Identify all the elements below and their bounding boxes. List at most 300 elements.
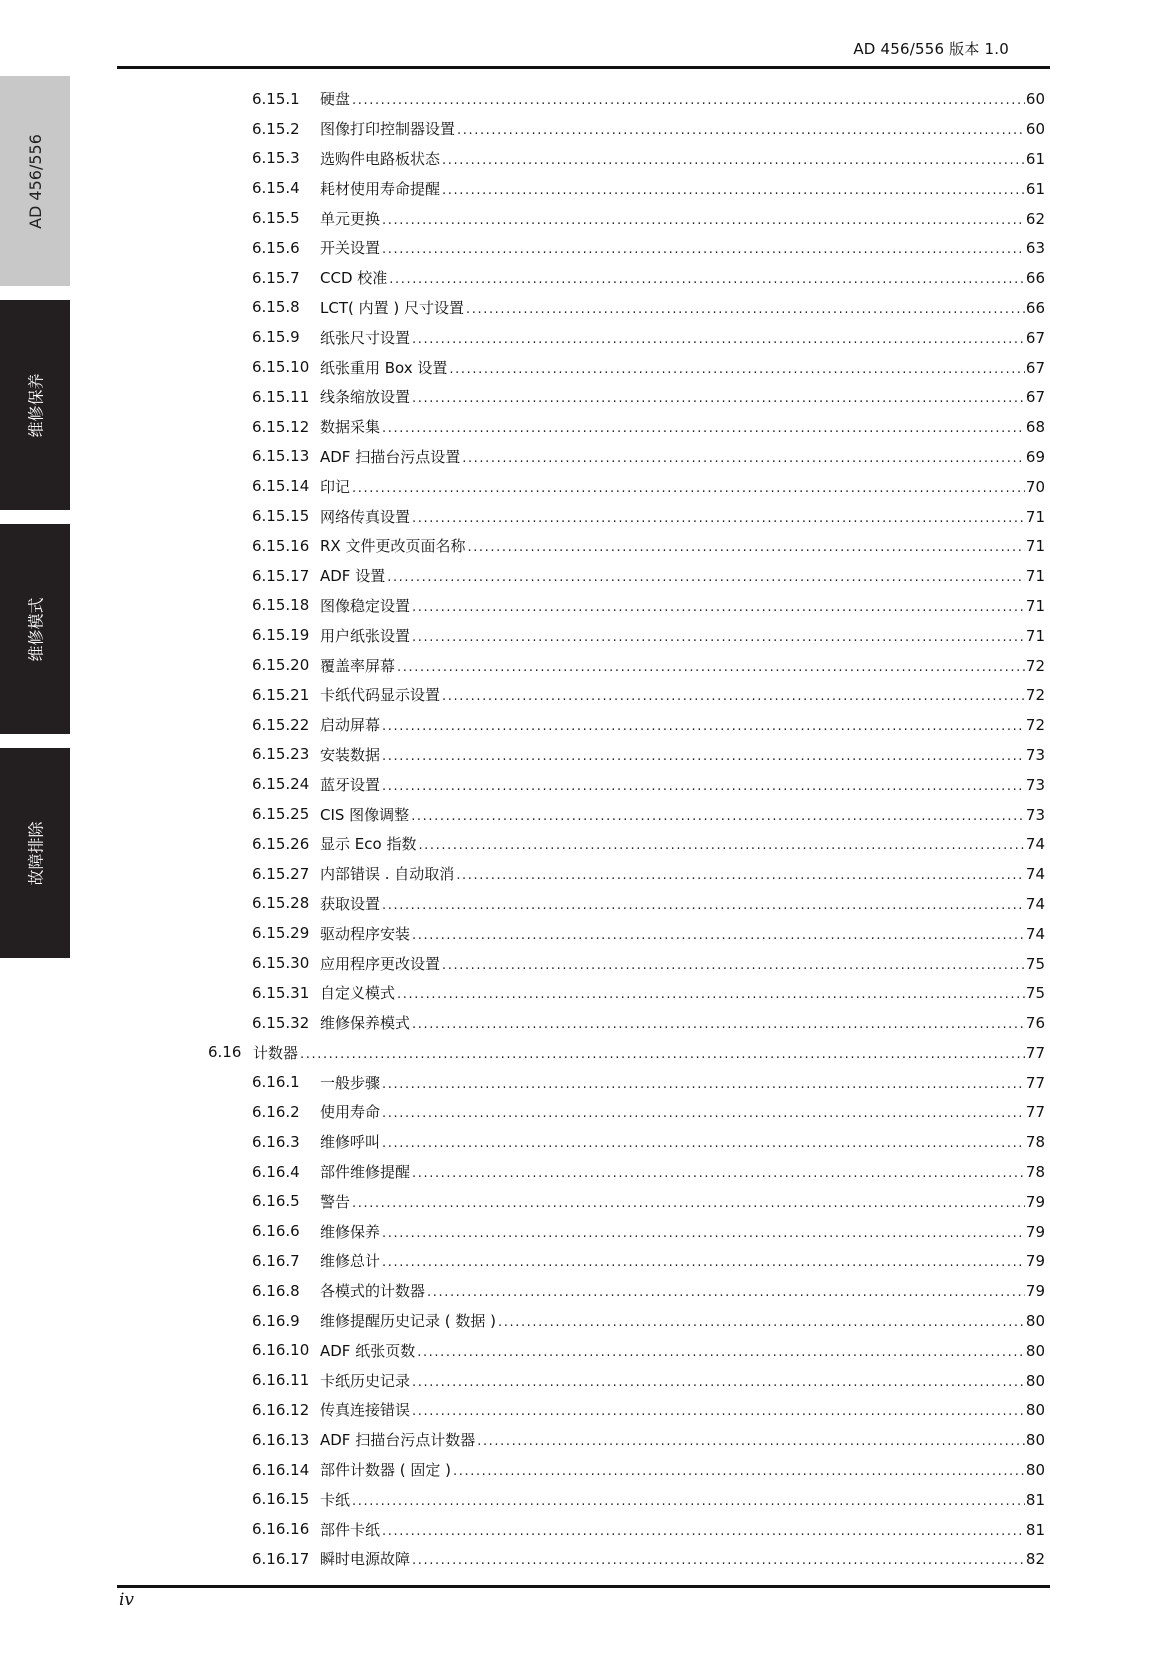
toc-entry-body xyxy=(320,416,1045,437)
toc-entry-title: 开关设置 xyxy=(320,239,381,258)
toc-entry[interactable] xyxy=(0,829,1167,859)
table-of-contents xyxy=(0,84,1167,1574)
toc-dot-leader xyxy=(352,93,1025,108)
toc-entry-title: ADF 设置 xyxy=(320,567,386,586)
toc-entry-page: 61 xyxy=(1025,149,1045,168)
toc-entry-body xyxy=(320,178,1045,199)
toc-entry-title: 一般步骤 xyxy=(320,1073,381,1092)
toc-entry-title: ADF 扫描台污点计数器 xyxy=(320,1431,476,1450)
toc-entry-body xyxy=(320,833,1045,854)
toc-entry-number: 6.15.3 xyxy=(252,149,300,168)
toc-entry[interactable] xyxy=(0,889,1167,919)
toc-entry-body xyxy=(320,1340,1045,1361)
toc-entry[interactable] xyxy=(0,531,1167,561)
toc-entry-page: 74 xyxy=(1025,924,1045,943)
toc-dot-leader xyxy=(382,898,1025,913)
toc-entry[interactable] xyxy=(0,620,1167,650)
toc-dot-leader xyxy=(352,481,1025,496)
toc-entry-number: 6.15.25 xyxy=(252,805,310,824)
side-tab-label: 维修保养 xyxy=(26,372,46,438)
toc-entry-body xyxy=(320,744,1045,765)
toc-entry-title: 应用程序更改设置 xyxy=(320,954,441,973)
side-tab-label: 维修模式 xyxy=(26,596,46,662)
toc-entry-page: 81 xyxy=(1025,1490,1045,1509)
toc-entry-page: 67 xyxy=(1025,388,1045,407)
toc-dot-leader xyxy=(382,719,1025,734)
toc-entry[interactable] xyxy=(0,382,1167,412)
toc-entry-page: 67 xyxy=(1025,328,1045,347)
toc-entry-title: 显示 Eco 指数 xyxy=(320,835,417,854)
toc-entry-title: 图像打印控制器设置 xyxy=(320,120,456,139)
toc-entry-body xyxy=(320,1399,1045,1420)
toc-entry-title: CCD 校准 xyxy=(320,269,388,288)
toc-dot-leader xyxy=(442,183,1025,198)
toc-entry-page: 72 xyxy=(1025,656,1045,675)
toc-entry-number: 6.15.16 xyxy=(252,536,310,555)
toc-entry-body xyxy=(320,565,1045,586)
toc-entry-body xyxy=(320,148,1045,169)
toc-entry[interactable] xyxy=(0,561,1167,591)
toc-entry-number: 6.15.22 xyxy=(252,715,310,734)
toc-entry[interactable] xyxy=(0,203,1167,233)
toc-entry[interactable] xyxy=(0,1038,1167,1068)
toc-dot-leader xyxy=(382,213,1025,228)
toc-dot-leader xyxy=(462,451,1025,466)
toc-entry-title: 驱动程序安装 xyxy=(320,924,411,943)
toc-entry-body xyxy=(320,893,1045,914)
toc-entry-title: 蓝牙设置 xyxy=(320,775,381,794)
toc-entry-body xyxy=(320,118,1045,139)
toc-entry-body xyxy=(320,1370,1045,1391)
toc-entry-number: 6.15.27 xyxy=(252,864,310,883)
toc-entry[interactable] xyxy=(0,1455,1167,1485)
toc-entry[interactable] xyxy=(0,1544,1167,1574)
toc-entry-body xyxy=(320,1548,1045,1569)
toc-entry-body xyxy=(320,1191,1045,1212)
toc-entry-number: 6.16.6 xyxy=(252,1222,300,1241)
toc-entry-body xyxy=(320,327,1045,348)
toc-dot-leader xyxy=(498,1315,1025,1330)
toc-dot-leader xyxy=(442,689,1025,704)
toc-entry-page: 80 xyxy=(1025,1341,1045,1360)
toc-entry-body xyxy=(320,1131,1045,1152)
toc-dot-leader xyxy=(352,1494,1025,1509)
toc-entry-body xyxy=(320,506,1045,527)
toc-entry-page: 62 xyxy=(1025,209,1045,228)
toc-entry-page: 71 xyxy=(1025,596,1045,615)
toc-entry-page: 74 xyxy=(1025,835,1045,854)
toc-entry[interactable] xyxy=(0,978,1167,1008)
toc-entry-page: 77 xyxy=(1025,1103,1045,1122)
toc-dot-leader xyxy=(412,928,1025,943)
toc-entry-number: 6.16.13 xyxy=(252,1430,310,1449)
toc-entry-number: 6.15.24 xyxy=(252,775,310,794)
toc-entry[interactable] xyxy=(0,680,1167,710)
toc-entry-number: 6.15.32 xyxy=(252,1013,310,1032)
toc-entry-page: 73 xyxy=(1025,775,1045,794)
toc-dot-leader xyxy=(477,1434,1025,1449)
toc-entry-body xyxy=(320,684,1045,705)
toc-entry-number: 6.16.2 xyxy=(252,1102,300,1121)
toc-entry-number: 6.16.1 xyxy=(252,1073,300,1092)
toc-entry-title: CIS 图像调整 xyxy=(320,805,410,824)
toc-entry-page: 63 xyxy=(1025,239,1045,258)
toc-entry-number: 6.15.9 xyxy=(252,328,300,347)
page-number: iv xyxy=(119,1590,135,1610)
toc-entry[interactable] xyxy=(0,1425,1167,1455)
toc-entry-number: 6.15.18 xyxy=(252,596,310,615)
toc-entry-number: 6.16.15 xyxy=(252,1490,310,1509)
toc-entry-body xyxy=(320,1101,1045,1122)
toc-entry-page: 72 xyxy=(1025,716,1045,735)
toc-entry-page: 77 xyxy=(1025,1043,1045,1062)
toc-entry-number: 6.15.6 xyxy=(252,238,300,257)
toc-dot-leader xyxy=(382,749,1025,764)
toc-entry[interactable] xyxy=(0,173,1167,203)
toc-entry-body xyxy=(320,88,1045,109)
toc-entry-page: 66 xyxy=(1025,269,1045,288)
toc-dot-leader xyxy=(382,779,1025,794)
toc-entry-title: 维修保养 xyxy=(320,1222,381,1241)
toc-dot-leader xyxy=(412,1017,1025,1032)
toc-entry[interactable] xyxy=(0,1127,1167,1157)
toc-entry[interactable] xyxy=(0,412,1167,442)
toc-entry-title: 使用寿命 xyxy=(320,1103,381,1122)
toc-entry-body xyxy=(320,386,1045,407)
toc-entry-title: 部件计数器 ( 固定 ) xyxy=(320,1461,452,1480)
toc-entry[interactable] xyxy=(0,859,1167,889)
toc-entry-body xyxy=(320,208,1045,229)
toc-entry-page: 81 xyxy=(1025,1520,1045,1539)
toc-entry-number: 6.16.14 xyxy=(252,1460,310,1479)
toc-entry-body xyxy=(320,1250,1045,1271)
toc-entry-page: 66 xyxy=(1025,298,1045,317)
toc-dot-leader xyxy=(412,1404,1025,1419)
toc-entry-body xyxy=(320,595,1045,616)
toc-dot-leader xyxy=(382,1077,1025,1092)
toc-entry-title: 覆盖率屏幕 xyxy=(320,656,396,675)
toc-entry[interactable] xyxy=(0,114,1167,144)
toc-entry-page: 77 xyxy=(1025,1073,1045,1092)
header-rule xyxy=(117,66,1050,69)
toc-entry-page: 68 xyxy=(1025,418,1045,437)
toc-dot-leader xyxy=(382,242,1025,257)
toc-entry-body xyxy=(320,714,1045,735)
toc-dot-leader xyxy=(382,1524,1025,1539)
toc-entry-title: 瞬时电源故障 xyxy=(320,1550,411,1569)
toc-entry-title: 警告 xyxy=(320,1192,351,1211)
toc-entry-body xyxy=(320,953,1045,974)
toc-dot-leader xyxy=(418,838,1024,853)
toc-entry-body xyxy=(320,923,1045,944)
toc-entry[interactable] xyxy=(0,1246,1167,1276)
toc-dot-leader xyxy=(412,332,1025,347)
toc-entry-number: 6.15.19 xyxy=(252,626,310,645)
toc-entry-title: 卡纸历史记录 xyxy=(320,1371,411,1390)
toc-entry-number: 6.15.21 xyxy=(252,685,310,704)
toc-entry-page: 71 xyxy=(1025,537,1045,556)
toc-dot-leader xyxy=(412,1166,1025,1181)
toc-entry[interactable] xyxy=(0,233,1167,263)
toc-entry-number: 6.15.12 xyxy=(252,417,310,436)
toc-entry-number: 6.15.31 xyxy=(252,983,310,1002)
toc-entry-number: 6.16.17 xyxy=(252,1549,310,1568)
toc-dot-leader xyxy=(412,511,1025,526)
toc-dot-leader xyxy=(389,272,1025,287)
toc-entry-page: 73 xyxy=(1025,805,1045,824)
toc-entry[interactable] xyxy=(0,293,1167,323)
toc-entry-number: 6.16.11 xyxy=(252,1371,310,1390)
toc-entry-page: 78 xyxy=(1025,1133,1045,1152)
toc-entry-title: 获取设置 xyxy=(320,894,381,913)
toc-entry-page: 79 xyxy=(1025,1222,1045,1241)
toc-entry[interactable] xyxy=(0,1157,1167,1187)
toc-dot-leader xyxy=(397,987,1025,1002)
toc-entry-page: 80 xyxy=(1025,1461,1045,1480)
toc-entry[interactable] xyxy=(0,1306,1167,1336)
toc-entry-number: 6.16.8 xyxy=(252,1281,300,1300)
toc-entry-body xyxy=(320,625,1045,646)
toc-entry[interactable] xyxy=(0,710,1167,740)
toc-dot-leader xyxy=(382,1136,1025,1151)
toc-entry[interactable] xyxy=(0,1335,1167,1365)
toc-entry-title: 维修保养模式 xyxy=(320,1014,411,1033)
toc-entry-number: 6.15.14 xyxy=(252,477,310,496)
toc-entry-page: 78 xyxy=(1025,1163,1045,1182)
toc-entry-number: 6.15.30 xyxy=(252,954,310,972)
toc-entry-page: 72 xyxy=(1025,686,1045,705)
toc-entry[interactable] xyxy=(0,740,1167,770)
toc-entry-number: 6.16 xyxy=(208,1043,242,1062)
toc-entry-number: 6.16.3 xyxy=(252,1132,300,1151)
toc-entry[interactable] xyxy=(0,1216,1167,1246)
toc-entry[interactable] xyxy=(0,1365,1167,1395)
toc-entry-body xyxy=(320,1012,1045,1033)
toc-entry-title: 安装数据 xyxy=(320,745,381,764)
toc-entry-page: 80 xyxy=(1025,1401,1045,1420)
toc-entry-number: 6.15.8 xyxy=(252,298,300,317)
toc-entry-page: 73 xyxy=(1025,745,1045,764)
toc-entry-title: 网络传真设置 xyxy=(320,507,411,526)
toc-dot-leader xyxy=(442,153,1025,168)
toc-entry-body xyxy=(320,476,1045,497)
toc-dot-leader xyxy=(382,421,1025,436)
toc-entry-title: 启动屏幕 xyxy=(320,716,381,735)
toc-dot-leader xyxy=(397,660,1025,675)
toc-entry-title: 自定义模式 xyxy=(320,984,396,1003)
toc-entry-body xyxy=(320,1280,1045,1301)
toc-entry-page: 61 xyxy=(1025,179,1045,198)
toc-entry-page: 60 xyxy=(1025,120,1045,139)
toc-entry-number: 6.15.23 xyxy=(252,745,310,764)
toc-dot-leader xyxy=(412,391,1025,406)
toc-entry-page: 79 xyxy=(1025,1282,1045,1301)
toc-entry-body xyxy=(320,1161,1045,1182)
toc-entry-title: 计数器 xyxy=(253,1043,299,1062)
toc-entry-page: 76 xyxy=(1025,1014,1045,1033)
page-header-title: AD 456/556 版本 1.0 xyxy=(853,40,1009,58)
toc-entry-number: 6.15.29 xyxy=(252,924,310,943)
toc-entry-number: 6.15.17 xyxy=(252,566,310,585)
toc-dot-leader xyxy=(427,1285,1025,1300)
toc-entry-number: 6.16.4 xyxy=(252,1162,300,1181)
side-tab-label: 故障排除 xyxy=(26,820,46,886)
toc-entry-title: 内部错误 . 自动取消 xyxy=(320,865,455,884)
toc-entry-title: 卡纸 xyxy=(320,1490,351,1509)
toc-entry-page: 75 xyxy=(1025,954,1045,973)
toc-entry-title: 纸张尺寸设置 xyxy=(320,328,411,347)
toc-entry-number: 6.16.7 xyxy=(252,1251,300,1270)
toc-entry[interactable] xyxy=(0,1484,1167,1514)
toc-entry[interactable] xyxy=(0,322,1167,352)
toc-entry-page: 60 xyxy=(1025,90,1045,109)
toc-entry-number: 6.16.5 xyxy=(252,1192,300,1211)
toc-entry[interactable] xyxy=(0,471,1167,501)
toc-entry-body xyxy=(320,863,1045,884)
toc-entry-page: 71 xyxy=(1025,567,1045,586)
toc-entry-page: 74 xyxy=(1025,894,1045,913)
toc-entry-title: LCT( 内置 ) 尺寸设置 xyxy=(320,298,465,317)
toc-dot-leader xyxy=(467,540,1024,555)
toc-entry-title: 部件维修提醒 xyxy=(320,1163,411,1182)
toc-entry-title: ADF 扫描台污点设置 xyxy=(320,447,461,466)
toc-dot-leader xyxy=(352,1196,1025,1211)
toc-entry-number: 6.15.20 xyxy=(252,656,310,675)
toc-entry-page: 75 xyxy=(1025,984,1045,1003)
toc-entry-body xyxy=(320,267,1045,288)
toc-entry-number: 6.15.2 xyxy=(252,119,300,138)
footer-rule xyxy=(117,1585,1050,1588)
toc-entry[interactable] xyxy=(0,918,1167,948)
toc-dot-leader xyxy=(412,1553,1025,1568)
toc-entry-title: RX 文件更改页面名称 xyxy=(320,537,466,556)
toc-entry-page: 82 xyxy=(1025,1550,1045,1569)
toc-entry-title: 印记 xyxy=(320,477,351,496)
toc-entry-body xyxy=(320,655,1045,676)
toc-entry-body xyxy=(320,237,1045,258)
toc-entry-number: 6.15.28 xyxy=(252,894,310,913)
toc-dot-leader xyxy=(417,1345,1025,1360)
toc-entry[interactable] xyxy=(0,1097,1167,1127)
toc-entry-title: 维修总计 xyxy=(320,1252,381,1271)
toc-dot-leader xyxy=(300,1047,1025,1062)
toc-entry-number: 6.15.1 xyxy=(252,89,300,108)
toc-entry-body xyxy=(320,1489,1045,1510)
toc-entry-title: 线条缩放设置 xyxy=(320,388,411,407)
toc-entry-title: 图像稳定设置 xyxy=(320,596,411,615)
toc-entry[interactable] xyxy=(0,1008,1167,1038)
toc-entry-body xyxy=(320,1519,1045,1540)
toc-entry[interactable] xyxy=(0,1186,1167,1216)
toc-entry-title: 部件卡纸 xyxy=(320,1520,381,1539)
toc-entry-title: 硬盘 xyxy=(320,90,351,109)
toc-entry-body xyxy=(320,297,1045,318)
toc-entry[interactable] xyxy=(0,442,1167,472)
toc-entry-number: 6.16.9 xyxy=(252,1311,300,1330)
toc-entry[interactable] xyxy=(0,799,1167,829)
toc-entry[interactable] xyxy=(0,1067,1167,1097)
toc-dot-leader xyxy=(412,600,1025,615)
toc-dot-leader xyxy=(382,1255,1025,1270)
toc-entry[interactable] xyxy=(0,948,1167,978)
toc-dot-leader xyxy=(382,1226,1025,1241)
toc-entry-page: 80 xyxy=(1025,1431,1045,1450)
toc-entry-number: 6.16.12 xyxy=(252,1400,310,1419)
toc-entry-page: 71 xyxy=(1025,626,1045,645)
toc-entry[interactable] xyxy=(0,501,1167,531)
toc-entry-body xyxy=(320,1072,1045,1093)
toc-entry-number: 6.15.4 xyxy=(252,179,300,198)
toc-entry-body xyxy=(320,446,1045,467)
toc-entry-body xyxy=(253,1042,1045,1063)
toc-dot-leader xyxy=(411,809,1025,824)
toc-entry-title: 单元更换 xyxy=(320,209,381,228)
toc-dot-leader xyxy=(387,570,1025,585)
toc-entry-number: 6.15.13 xyxy=(252,447,310,466)
toc-entry-number: 6.16.10 xyxy=(252,1341,310,1360)
toc-entry[interactable] xyxy=(0,1514,1167,1544)
toc-entry-number: 6.15.7 xyxy=(252,268,300,287)
toc-entry-number: 6.15.11 xyxy=(252,387,310,406)
toc-entry-title: 传真连接错误 xyxy=(320,1401,411,1420)
toc-entry[interactable] xyxy=(0,1276,1167,1306)
toc-dot-leader xyxy=(442,958,1025,973)
toc-entry[interactable] xyxy=(0,1395,1167,1425)
toc-dot-leader xyxy=(382,1106,1025,1121)
toc-entry[interactable] xyxy=(0,144,1167,174)
toc-dot-leader xyxy=(412,630,1025,645)
toc-entry[interactable] xyxy=(0,352,1167,382)
toc-entry-number: 6.15.5 xyxy=(252,209,300,228)
toc-entry-body xyxy=(320,1310,1045,1331)
toc-entry-title: 数据采集 xyxy=(320,418,381,437)
toc-entry-number: 6.15.15 xyxy=(252,507,310,526)
toc-entry-title: ADF 纸张页数 xyxy=(320,1341,416,1360)
toc-entry-page: 80 xyxy=(1025,1371,1045,1390)
toc-entry-body xyxy=(320,774,1045,795)
toc-entry-title: 选购件电路板状态 xyxy=(320,149,441,168)
toc-entry[interactable] xyxy=(0,650,1167,680)
toc-entry[interactable] xyxy=(0,84,1167,114)
toc-entry-title: 各模式的计数器 xyxy=(320,1282,426,1301)
toc-entry-page: 71 xyxy=(1025,507,1045,526)
toc-entry-page: 79 xyxy=(1025,1252,1045,1271)
toc-entry-body xyxy=(320,804,1045,825)
toc-entry-title: 耗材使用寿命提醒 xyxy=(320,179,441,198)
toc-entry[interactable] xyxy=(0,591,1167,621)
toc-entry-title: 维修提醒历史记录 ( 数据 ) xyxy=(320,1312,497,1331)
side-tab-label: AD 456/556 xyxy=(25,133,45,229)
toc-entry-title: 纸张重用 Box 设置 xyxy=(320,358,448,377)
toc-entry[interactable] xyxy=(0,263,1167,293)
toc-entry-body xyxy=(320,982,1045,1003)
toc-entry-page: 69 xyxy=(1025,447,1045,466)
toc-entry[interactable] xyxy=(0,769,1167,799)
toc-entry-body xyxy=(320,535,1045,556)
toc-entry-number: 6.15.26 xyxy=(252,834,310,853)
toc-entry-page: 80 xyxy=(1025,1312,1045,1331)
toc-dot-leader xyxy=(466,302,1025,317)
toc-entry-body xyxy=(320,1221,1045,1242)
toc-dot-leader xyxy=(457,123,1025,138)
toc-entry-title: 维修呼叫 xyxy=(320,1133,381,1152)
toc-entry-page: 79 xyxy=(1025,1192,1045,1211)
toc-entry-title: 用户纸张设置 xyxy=(320,626,411,645)
toc-entry-body xyxy=(320,1459,1045,1480)
toc-entry-body xyxy=(320,1429,1045,1450)
toc-entry-page: 67 xyxy=(1025,358,1045,377)
toc-entry-number: 6.15.10 xyxy=(252,358,310,377)
